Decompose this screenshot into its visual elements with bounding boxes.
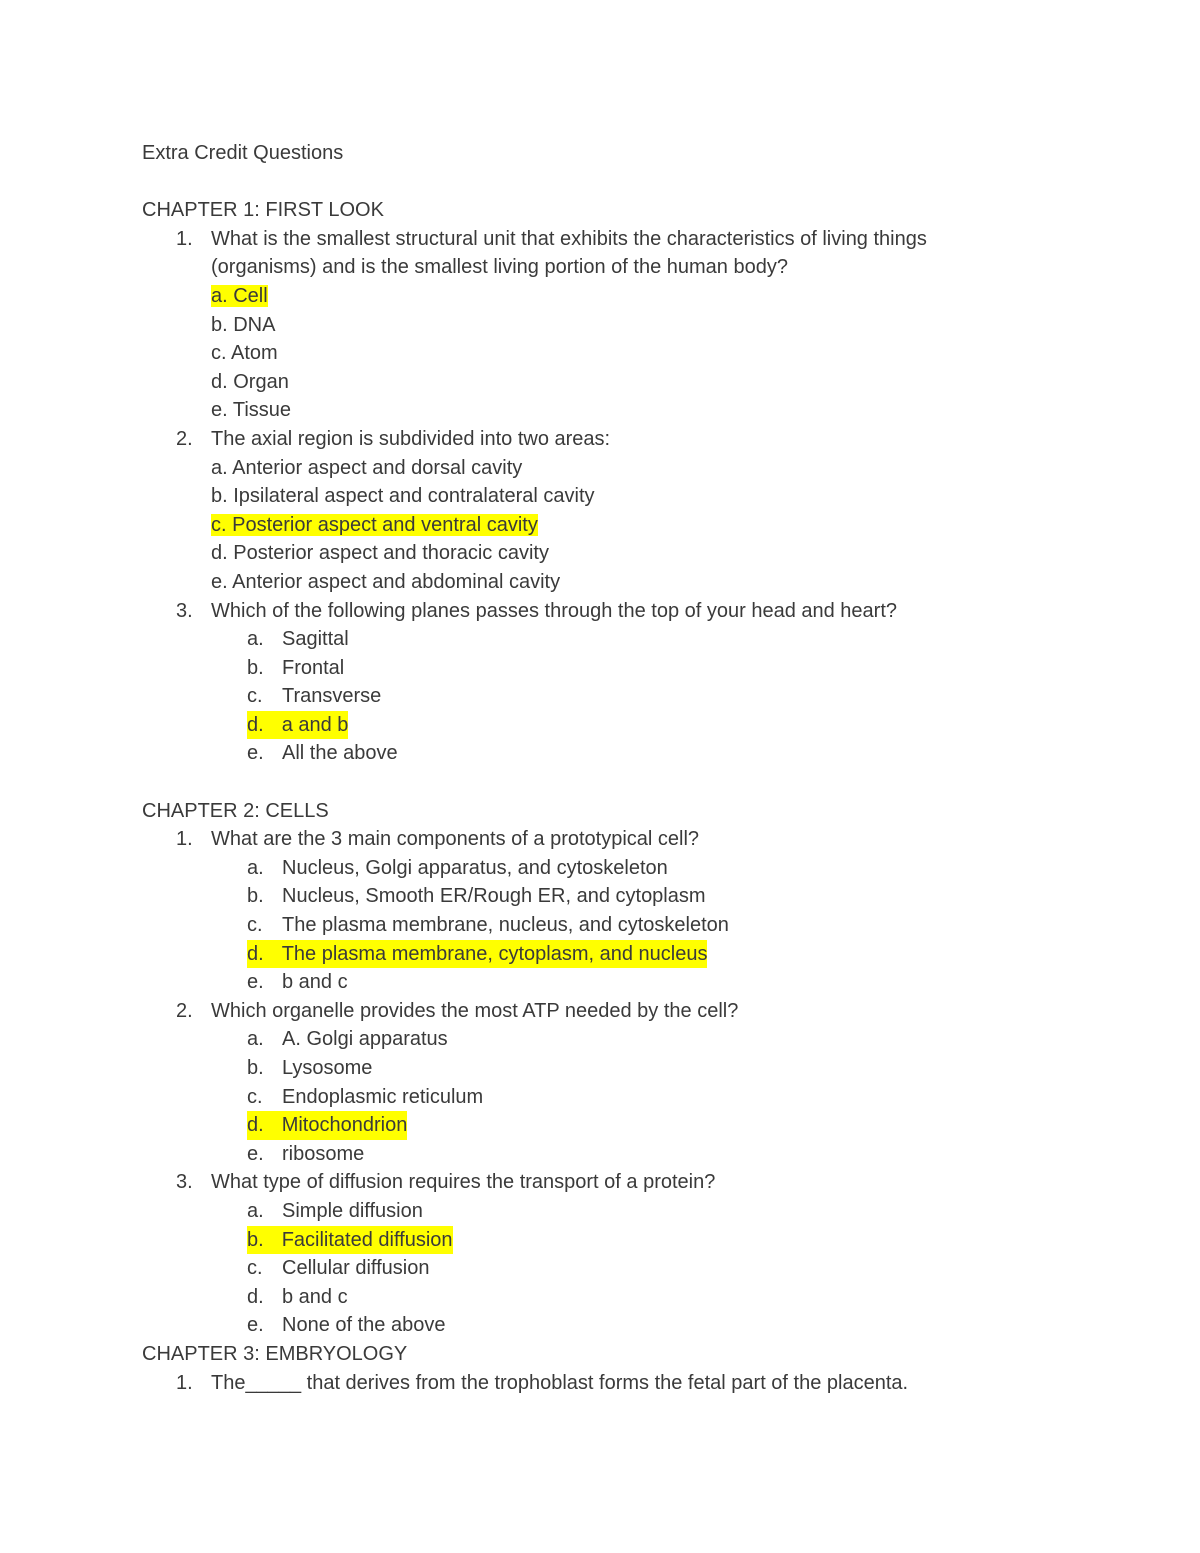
question-text bbox=[142, 825, 1142, 854]
answer-option bbox=[142, 968, 1142, 997]
question-line: Which organelle provides the most ATP needed by the cell? bbox=[211, 999, 739, 1022]
answer-option: d. Posterior aspect and thoracic cavity bbox=[211, 542, 549, 565]
option-letter: c. bbox=[247, 914, 263, 937]
option-text: Endoplasmic reticulum bbox=[282, 1085, 484, 1108]
question-text bbox=[142, 225, 1142, 254]
option-text: Simple diffusion bbox=[282, 1199, 423, 1222]
option-letter: d. bbox=[247, 1114, 264, 1137]
chapter-3 bbox=[142, 1340, 1142, 1397]
highlighted-answer: c. Posterior aspect and ventral cavity bbox=[211, 513, 538, 536]
option-text: None of the above bbox=[282, 1314, 446, 1337]
question-text bbox=[142, 1168, 1142, 1197]
option-text: ribosome bbox=[282, 1142, 365, 1165]
answer-option-correct bbox=[142, 282, 1142, 311]
answer-option bbox=[142, 1025, 1142, 1054]
option-text: The plasma membrane, nucleus, and cytoskeleton bbox=[282, 914, 729, 937]
question bbox=[142, 225, 1142, 425]
answer-option: e. Tissue bbox=[211, 399, 292, 422]
option-letter: b. bbox=[247, 885, 264, 908]
option-text: a and b bbox=[281, 713, 349, 736]
option-text: Transverse bbox=[282, 685, 382, 708]
highlighted-answer bbox=[247, 1111, 407, 1140]
option-letter: a. bbox=[247, 628, 264, 651]
option-letter: b. bbox=[247, 1228, 264, 1251]
question bbox=[142, 997, 1142, 1169]
option-letter: a. bbox=[247, 1028, 264, 1051]
answer-option bbox=[142, 682, 1142, 711]
answer-option: e. Anterior aspect and abdominal cavity bbox=[211, 570, 561, 593]
chapter-1 bbox=[142, 196, 1142, 768]
option-text: Nucleus, Golgi apparatus, and cytoskeleton bbox=[282, 856, 668, 879]
answer-option: c. Atom bbox=[211, 342, 278, 365]
option-text: Nucleus, Smooth ER/Rough ER, and cytoplasm bbox=[282, 885, 706, 908]
question-text bbox=[142, 1369, 1142, 1398]
document-title: Extra Credit Questions bbox=[142, 142, 344, 164]
answer-option bbox=[142, 882, 1142, 911]
question-text bbox=[142, 425, 1142, 454]
answer-option bbox=[142, 1083, 1142, 1112]
option-text: A. Golgi apparatus bbox=[282, 1028, 448, 1051]
option-text: b and c bbox=[282, 971, 348, 994]
answer-option-correct bbox=[142, 1111, 1142, 1140]
answer-option-correct bbox=[142, 711, 1142, 740]
answer-option bbox=[142, 1254, 1142, 1283]
option-letter: d. bbox=[247, 713, 264, 736]
option-text: The plasma membrane, cytoplasm, and nucleus bbox=[281, 942, 708, 965]
question-number: 2. bbox=[176, 427, 193, 450]
answer-option-correct bbox=[142, 940, 1142, 969]
answer-option: a. Anterior aspect and dorsal cavity bbox=[211, 456, 523, 479]
option-text: Cellular diffusion bbox=[282, 1257, 430, 1280]
answer-option bbox=[142, 1283, 1142, 1312]
answer-option: b. Ipsilateral aspect and contralateral cavity bbox=[211, 485, 595, 508]
question-text bbox=[142, 597, 1142, 626]
answer-option bbox=[142, 854, 1142, 883]
question-line: (organisms) and is the smallest living portion of the human body? bbox=[211, 256, 788, 279]
option-letter: d. bbox=[247, 1285, 264, 1308]
answer-option bbox=[142, 1197, 1142, 1226]
option-letter: c. bbox=[247, 1257, 263, 1280]
option-text: Facilitated diffusion bbox=[281, 1228, 453, 1251]
question-line: The axial region is subdivided into two areas: bbox=[211, 427, 611, 450]
answer-option bbox=[142, 625, 1142, 654]
answer-option bbox=[142, 739, 1142, 768]
chapter-heading: CHAPTER 2: CELLS bbox=[142, 799, 329, 822]
option-letter: c. bbox=[247, 685, 263, 708]
option-text: Mitochondrion bbox=[281, 1114, 408, 1137]
question bbox=[142, 1168, 1142, 1340]
answer-option bbox=[142, 1140, 1142, 1169]
highlighted-answer bbox=[247, 1226, 453, 1255]
option-letter: d. bbox=[247, 942, 264, 965]
chapter-heading: CHAPTER 1: FIRST LOOK bbox=[142, 199, 384, 222]
document-body bbox=[142, 139, 1142, 1397]
answer-option bbox=[142, 1311, 1142, 1340]
answer-option: d. Organ bbox=[211, 370, 289, 393]
option-letter: a. bbox=[247, 1199, 264, 1222]
question-line: What are the 3 main components of a prototypical cell? bbox=[211, 828, 700, 851]
chapter-2 bbox=[142, 797, 1142, 1340]
answer-option bbox=[142, 1054, 1142, 1083]
answer-option-correct bbox=[142, 1226, 1142, 1255]
answer-option-correct bbox=[142, 511, 1142, 540]
question-number: 1. bbox=[176, 227, 193, 250]
answer-option: b. DNA bbox=[211, 313, 276, 336]
option-text: Sagittal bbox=[282, 628, 349, 651]
option-text: All the above bbox=[282, 742, 398, 765]
highlighted-answer bbox=[247, 711, 348, 740]
question bbox=[142, 597, 1142, 769]
question bbox=[142, 425, 1142, 597]
option-text: Lysosome bbox=[282, 1057, 373, 1079]
chapter-heading: CHAPTER 3: EMBRYOLOGY bbox=[142, 1342, 408, 1365]
question-number: 1. bbox=[176, 1371, 193, 1394]
question-number: 3. bbox=[176, 1171, 193, 1194]
answer-option bbox=[142, 911, 1142, 940]
question-line: What is the smallest structural unit that exhibits the characteristics of living things bbox=[211, 227, 927, 250]
option-letter: a. bbox=[247, 856, 264, 879]
question-number: 1. bbox=[176, 828, 193, 851]
option-letter: e. bbox=[247, 1314, 264, 1337]
option-letter: e. bbox=[247, 742, 264, 765]
question-line: The_____ that derives from the trophoblast forms the fetal part of the placenta. bbox=[211, 1371, 909, 1394]
question-number: 3. bbox=[176, 599, 193, 622]
option-letter: c. bbox=[247, 1085, 263, 1108]
option-letter: e. bbox=[247, 971, 264, 994]
highlighted-answer bbox=[247, 940, 707, 969]
question bbox=[142, 825, 1142, 997]
spacer bbox=[142, 768, 1142, 797]
option-letter: b. bbox=[247, 656, 264, 679]
option-letter: e. bbox=[247, 1142, 264, 1165]
highlighted-answer: a. Cell bbox=[211, 284, 268, 307]
question-number: 2. bbox=[176, 999, 193, 1022]
question bbox=[142, 1369, 1142, 1398]
answer-option bbox=[142, 654, 1142, 683]
option-text: b and c bbox=[282, 1285, 348, 1308]
option-letter: b. bbox=[247, 1057, 264, 1079]
question-line: What type of diffusion requires the transport of a protein? bbox=[211, 1171, 716, 1194]
option-text: Frontal bbox=[282, 656, 345, 679]
question-line: Which of the following planes passes through the top of your head and heart? bbox=[211, 599, 898, 622]
question-text bbox=[142, 997, 1142, 1026]
